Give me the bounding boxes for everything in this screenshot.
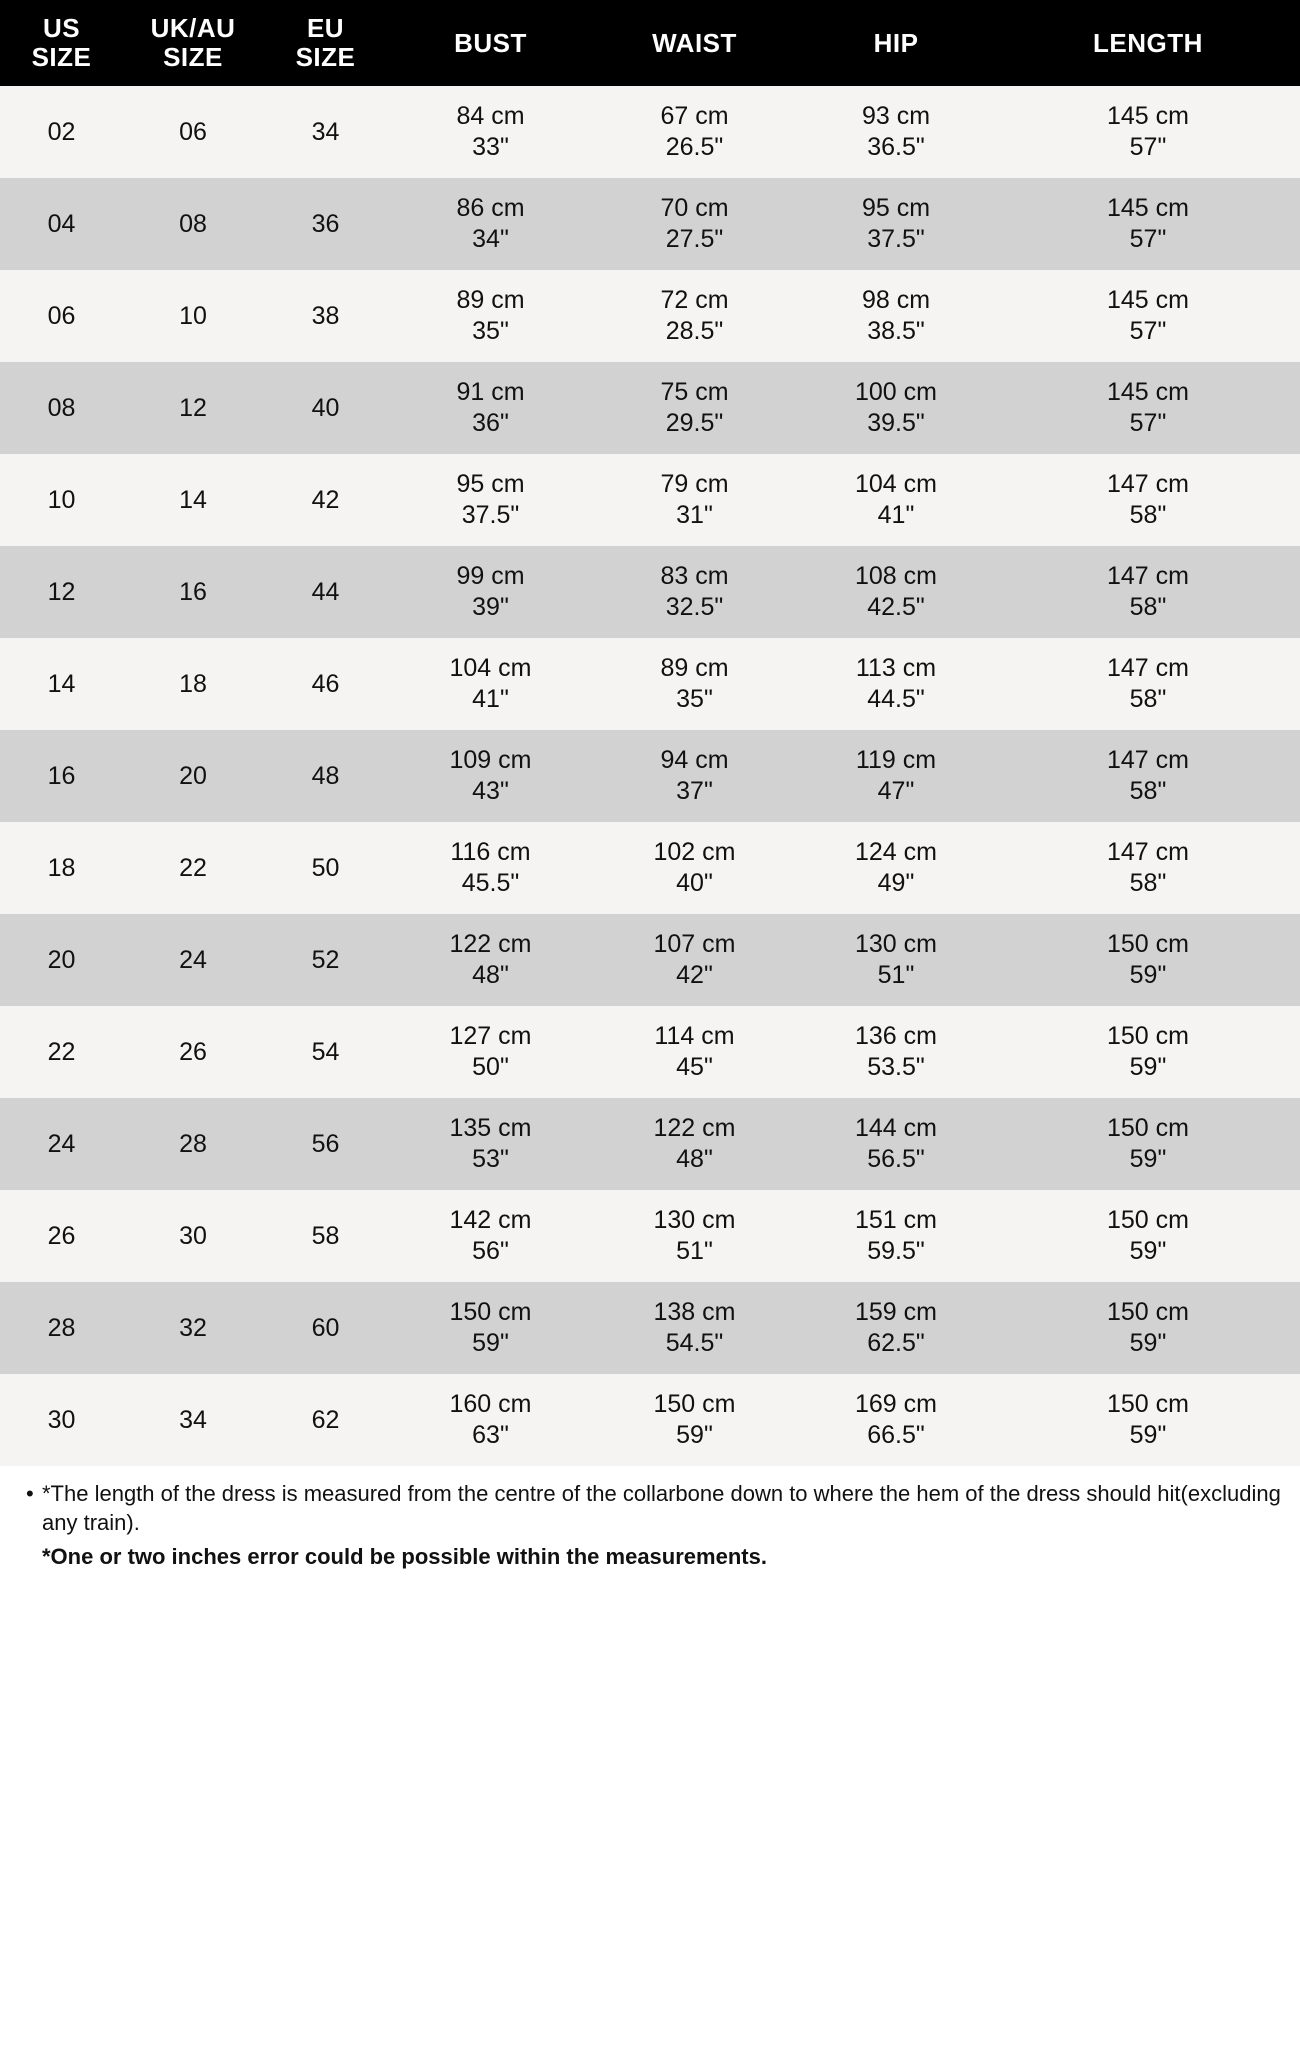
cell-length-cm: 150 cm [1107, 929, 1189, 958]
column-header-waist [593, 0, 796, 86]
cell-waist-in: 32.5" [665, 593, 724, 622]
cell-bust-in: 63" [472, 1421, 509, 1450]
cell-hip-in: 47" [877, 777, 915, 806]
table-row [0, 178, 1300, 270]
cell-uk-au-size: 32 [123, 1282, 263, 1374]
cell-hip-cm: 144 cm [855, 1113, 937, 1142]
cell-hip-cm: 108 cm [855, 561, 937, 590]
cell-hip-cm: 119 cm [855, 745, 937, 774]
cell-waist [593, 1282, 796, 1374]
cell-bust-in: 41" [472, 685, 509, 714]
cell-eu-size: 40 [263, 362, 388, 454]
cell-length-cm: 150 cm [1107, 1389, 1189, 1418]
cell-waist-cm: 89 cm [660, 653, 729, 682]
table-row [0, 546, 1300, 638]
cell-waist-cm: 114 cm [654, 1021, 735, 1050]
header-line-2: SIZE [163, 42, 223, 73]
cell-bust-cm: 86 cm [456, 193, 525, 222]
cell-bust-in: 50" [472, 1053, 509, 1082]
table-row [0, 86, 1300, 178]
column-header-bust [388, 0, 593, 86]
cell-eu-size: 50 [263, 822, 388, 914]
cell-length-cm: 145 cm [1107, 101, 1189, 130]
table-row [0, 454, 1300, 546]
header-line-1: UK/AU [150, 13, 236, 43]
cell-bust-in: 34" [472, 225, 509, 254]
cell-hip [796, 1098, 996, 1190]
cell-waist [593, 638, 796, 730]
cell-hip-in: 56.5" [867, 1145, 925, 1174]
cell-length-in: 59" [1129, 1053, 1167, 1082]
table-row [0, 822, 1300, 914]
cell-hip-in: 51" [877, 961, 915, 990]
cell-waist [593, 1098, 796, 1190]
cell-waist-cm: 150 cm [653, 1389, 736, 1418]
cell-length [996, 546, 1300, 638]
cell-waist-in: 27.5" [665, 225, 724, 254]
cell-length-cm: 147 cm [1107, 837, 1189, 866]
cell-hip [796, 914, 996, 1006]
cell-waist [593, 546, 796, 638]
cell-waist-cm: 138 cm [653, 1297, 736, 1326]
cell-eu-size: 38 [263, 270, 388, 362]
cell-bust-in: 56" [472, 1237, 509, 1266]
table-row [0, 1374, 1300, 1466]
cell-waist-in: 40" [676, 869, 713, 898]
cell-length-in: 58" [1129, 685, 1167, 714]
cell-bust [388, 362, 593, 454]
cell-uk-au-size: 08 [123, 178, 263, 270]
cell-length [996, 270, 1300, 362]
cell-hip-in: 41" [877, 501, 915, 530]
cell-waist-cm: 130 cm [653, 1205, 736, 1234]
cell-waist-cm: 67 cm [660, 101, 729, 130]
cell-length-in: 57" [1129, 317, 1167, 346]
cell-length-in: 59" [1129, 1421, 1167, 1450]
cell-bust-in: 33" [472, 133, 509, 162]
cell-us-size: 22 [0, 1006, 123, 1098]
cell-bust-cm: 99 cm [456, 561, 525, 590]
cell-waist-in: 29.5" [665, 409, 724, 438]
cell-hip-in: 53.5" [867, 1053, 925, 1082]
cell-eu-size: 56 [263, 1098, 388, 1190]
table-row [0, 1282, 1300, 1374]
cell-length [996, 454, 1300, 546]
cell-length-in: 58" [1129, 593, 1167, 622]
cell-uk-au-size: 14 [123, 454, 263, 546]
cell-bust [388, 270, 593, 362]
cell-waist-cm: 75 cm [660, 377, 729, 406]
cell-waist-cm: 102 cm [653, 837, 736, 866]
cell-waist [593, 914, 796, 1006]
cell-hip-cm: 113 cm [855, 653, 937, 682]
cell-bust [388, 454, 593, 546]
cell-length [996, 1282, 1300, 1374]
cell-hip-in: 44.5" [867, 685, 925, 714]
cell-bust-in: 36" [472, 409, 509, 438]
column-header-hip [796, 0, 996, 86]
cell-length-in: 59" [1129, 1237, 1167, 1266]
cell-hip [796, 1374, 996, 1466]
cell-uk-au-size: 16 [123, 546, 263, 638]
cell-hip-in: 62.5" [867, 1329, 925, 1358]
cell-bust [388, 730, 593, 822]
cell-length-cm: 150 cm [1107, 1297, 1189, 1326]
table-header-row [0, 0, 1300, 86]
note-length-measurement [26, 1480, 1282, 1537]
cell-us-size: 08 [0, 362, 123, 454]
cell-length-in: 57" [1129, 409, 1167, 438]
cell-waist-cm: 79 cm [660, 469, 729, 498]
cell-length-in: 57" [1129, 133, 1167, 162]
cell-length-cm: 147 cm [1107, 469, 1189, 498]
cell-length-cm: 147 cm [1107, 653, 1189, 682]
cell-us-size: 24 [0, 1098, 123, 1190]
cell-bust-cm: 122 cm [449, 929, 532, 958]
table-body [0, 86, 1300, 1466]
cell-hip-cm: 169 cm [855, 1389, 937, 1418]
cell-waist [593, 1190, 796, 1282]
cell-bust-cm: 84 cm [456, 101, 525, 130]
cell-length-in: 58" [1129, 869, 1167, 898]
cell-waist [593, 178, 796, 270]
cell-waist-in: 54.5" [665, 1329, 724, 1358]
cell-bust [388, 1190, 593, 1282]
cell-bust-cm: 95 cm [456, 469, 525, 498]
cell-hip-in: 66.5" [867, 1421, 925, 1450]
cell-length-in: 58" [1129, 501, 1167, 530]
cell-waist-cm: 72 cm [660, 285, 729, 314]
cell-bust [388, 1282, 593, 1374]
note-text: *One or two inches error could be possible within the measurements. [42, 1544, 767, 1570]
cell-length-in: 59" [1129, 961, 1167, 990]
cell-bust-in: 45.5" [461, 869, 520, 898]
cell-waist [593, 362, 796, 454]
cell-waist [593, 86, 796, 178]
cell-waist-in: 31" [676, 501, 713, 530]
cell-bust [388, 1098, 593, 1190]
cell-length-cm: 145 cm [1107, 377, 1189, 406]
header-line-1: EU [306, 13, 345, 43]
cell-bust-cm: 127 cm [449, 1021, 532, 1050]
cell-uk-au-size: 26 [123, 1006, 263, 1098]
table-row [0, 638, 1300, 730]
cell-bust-cm: 91 cm [456, 377, 525, 406]
cell-waist-in: 48" [676, 1145, 713, 1174]
cell-length-cm: 150 cm [1107, 1113, 1189, 1142]
cell-length-cm: 147 cm [1107, 561, 1189, 590]
cell-eu-size: 42 [263, 454, 388, 546]
cell-waist-in: 26.5" [665, 133, 724, 162]
cell-length [996, 178, 1300, 270]
cell-length-cm: 145 cm [1107, 193, 1189, 222]
header-line-1: US [42, 13, 81, 43]
cell-waist-cm: 70 cm [660, 193, 729, 222]
cell-bust-cm: 89 cm [456, 285, 525, 314]
cell-hip [796, 730, 996, 822]
cell-bust [388, 1374, 593, 1466]
cell-us-size: 26 [0, 1190, 123, 1282]
cell-hip-cm: 151 cm [855, 1205, 937, 1234]
cell-length-cm: 150 cm [1107, 1205, 1189, 1234]
cell-hip-in: 38.5" [867, 317, 925, 346]
cell-hip-in: 59.5" [867, 1237, 925, 1266]
cell-us-size: 16 [0, 730, 123, 822]
cell-hip [796, 454, 996, 546]
cell-waist-cm: 83 cm [660, 561, 729, 590]
cell-waist [593, 730, 796, 822]
column-header-uk-au-size [123, 0, 263, 86]
cell-hip-cm: 124 cm [855, 837, 937, 866]
cell-us-size: 06 [0, 270, 123, 362]
cell-hip-cm: 100 cm [855, 377, 937, 406]
cell-waist-in: 45" [676, 1053, 713, 1082]
cell-length-in: 59" [1129, 1145, 1167, 1174]
cell-eu-size: 34 [263, 86, 388, 178]
cell-waist [593, 270, 796, 362]
cell-waist-in: 51" [676, 1237, 713, 1266]
cell-uk-au-size: 10 [123, 270, 263, 362]
cell-eu-size: 46 [263, 638, 388, 730]
cell-length [996, 1098, 1300, 1190]
cell-length [996, 1374, 1300, 1466]
cell-length [996, 822, 1300, 914]
cell-length-cm: 147 cm [1107, 745, 1189, 774]
cell-waist-cm: 94 cm [660, 745, 729, 774]
table-row [0, 914, 1300, 1006]
cell-length-in: 59" [1129, 1329, 1167, 1358]
cell-hip-cm: 136 cm [855, 1021, 937, 1050]
cell-bust [388, 178, 593, 270]
header-line-2: SIZE [31, 42, 92, 73]
cell-waist-cm: 122 cm [653, 1113, 736, 1142]
table-row [0, 1098, 1300, 1190]
cell-hip [796, 638, 996, 730]
cell-us-size: 12 [0, 546, 123, 638]
cell-hip-in: 49" [877, 869, 915, 898]
cell-hip-cm: 95 cm [861, 193, 931, 222]
cell-bust-in: 53" [472, 1145, 509, 1174]
cell-bust-in: 37.5" [461, 501, 520, 530]
cell-uk-au-size: 18 [123, 638, 263, 730]
cell-uk-au-size: 24 [123, 914, 263, 1006]
cell-uk-au-size: 20 [123, 730, 263, 822]
table-row [0, 270, 1300, 362]
cell-hip-in: 39.5" [867, 409, 925, 438]
cell-waist [593, 454, 796, 546]
cell-bust-cm: 150 cm [449, 1297, 532, 1326]
cell-bust [388, 546, 593, 638]
cell-length [996, 638, 1300, 730]
table-row [0, 730, 1300, 822]
cell-us-size: 04 [0, 178, 123, 270]
cell-us-size: 30 [0, 1374, 123, 1466]
cell-length [996, 362, 1300, 454]
cell-eu-size: 60 [263, 1282, 388, 1374]
cell-waist-in: 28.5" [665, 317, 724, 346]
cell-us-size: 18 [0, 822, 123, 914]
cell-hip [796, 362, 996, 454]
cell-hip-in: 37.5" [867, 225, 925, 254]
cell-bust-cm: 104 cm [449, 653, 532, 682]
cell-us-size: 20 [0, 914, 123, 1006]
cell-waist [593, 1006, 796, 1098]
header-line-1: HIP [873, 27, 919, 58]
cell-uk-au-size: 34 [123, 1374, 263, 1466]
cell-length-cm: 150 cm [1107, 1021, 1189, 1050]
header-line-2: SIZE [295, 42, 356, 73]
cell-hip-in: 42.5" [867, 593, 925, 622]
cell-hip [796, 1190, 996, 1282]
cell-length-in: 58" [1129, 777, 1167, 806]
cell-length [996, 730, 1300, 822]
cell-eu-size: 48 [263, 730, 388, 822]
note-measurement-error [26, 1543, 1282, 1572]
cell-us-size: 14 [0, 638, 123, 730]
cell-eu-size: 36 [263, 178, 388, 270]
cell-eu-size: 58 [263, 1190, 388, 1282]
header-line-1: BUST [454, 27, 527, 58]
cell-hip [796, 178, 996, 270]
bullet-icon: • [26, 1481, 34, 1507]
cell-length [996, 914, 1300, 1006]
cell-bust-in: 43" [472, 777, 509, 806]
cell-length [996, 1190, 1300, 1282]
cell-length-cm: 145 cm [1107, 285, 1189, 314]
cell-bust [388, 638, 593, 730]
cell-waist [593, 822, 796, 914]
cell-hip-cm: 93 cm [861, 101, 931, 130]
table-row [0, 362, 1300, 454]
header-line-1: LENGTH [1093, 27, 1203, 58]
cell-bust [388, 914, 593, 1006]
cell-waist-in: 42" [676, 961, 713, 990]
cell-waist-cm: 107 cm [653, 929, 736, 958]
cell-hip-cm: 104 cm [855, 469, 937, 498]
cell-hip [796, 546, 996, 638]
table-row [0, 1006, 1300, 1098]
cell-eu-size: 52 [263, 914, 388, 1006]
note-text: *The length of the dress is measured from the centre of the collarbone down to where the hem of the dress should hit(excluding any train). [42, 1481, 1281, 1535]
cell-hip [796, 1282, 996, 1374]
cell-length [996, 1006, 1300, 1098]
cell-uk-au-size: 12 [123, 362, 263, 454]
cell-hip-cm: 159 cm [855, 1297, 937, 1326]
cell-eu-size: 62 [263, 1374, 388, 1466]
cell-hip [796, 822, 996, 914]
cell-hip [796, 1006, 996, 1098]
cell-length-in: 57" [1129, 225, 1167, 254]
cell-eu-size: 44 [263, 546, 388, 638]
cell-bust-in: 39" [472, 593, 509, 622]
column-header-eu-size [263, 0, 388, 86]
table-row [0, 1190, 1300, 1282]
cell-uk-au-size: 22 [123, 822, 263, 914]
cell-bust [388, 822, 593, 914]
cell-hip [796, 270, 996, 362]
cell-waist [593, 1374, 796, 1466]
column-header-us-size [0, 0, 123, 86]
cell-bust-cm: 116 cm [450, 837, 531, 866]
header-line-1: WAIST [652, 27, 737, 58]
cell-waist-in: 59" [676, 1421, 713, 1450]
cell-hip-cm: 98 cm [861, 285, 931, 314]
cell-us-size: 28 [0, 1282, 123, 1374]
table-header [0, 0, 1300, 86]
cell-bust-cm: 109 cm [449, 745, 532, 774]
cell-waist-in: 35" [676, 685, 713, 714]
cell-bust-in: 48" [472, 961, 509, 990]
notes-section [0, 1466, 1300, 1588]
cell-bust-cm: 135 cm [449, 1113, 532, 1142]
cell-uk-au-size: 06 [123, 86, 263, 178]
cell-bust [388, 86, 593, 178]
cell-bust-in: 59" [472, 1329, 509, 1358]
cell-hip-in: 36.5" [867, 133, 925, 162]
cell-bust-in: 35" [472, 317, 509, 346]
cell-bust-cm: 160 cm [449, 1389, 532, 1418]
cell-us-size: 10 [0, 454, 123, 546]
cell-uk-au-size: 30 [123, 1190, 263, 1282]
cell-waist-in: 37" [676, 777, 713, 806]
cell-length [996, 86, 1300, 178]
column-header-length [996, 0, 1300, 86]
cell-us-size: 02 [0, 86, 123, 178]
cell-hip [796, 86, 996, 178]
cell-bust-cm: 142 cm [449, 1205, 532, 1234]
cell-bust [388, 1006, 593, 1098]
cell-eu-size: 54 [263, 1006, 388, 1098]
cell-hip-cm: 130 cm [855, 929, 937, 958]
cell-uk-au-size: 28 [123, 1098, 263, 1190]
